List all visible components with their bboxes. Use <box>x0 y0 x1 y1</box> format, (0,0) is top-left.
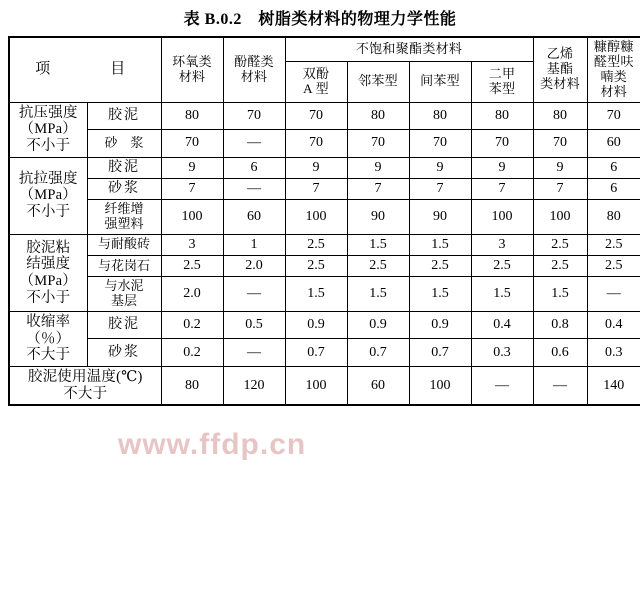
cell-value: 9 <box>285 157 347 178</box>
row-group-service-temperature: 胶泥使用温度(℃) 不大于 <box>9 366 161 405</box>
table-row <box>9 199 640 234</box>
row-sub-label: 纤维增 强塑料 <box>87 199 161 234</box>
cell-value: 0.7 <box>347 339 409 367</box>
page-title: 表 B.0.2 树脂类材料的物理力学性能 <box>183 11 457 28</box>
cell-value: 2.5 <box>409 255 471 276</box>
cell-value: 100 <box>409 366 471 405</box>
cell-value: 1.5 <box>471 277 533 312</box>
row-sub-label: 与水泥 基层 <box>87 277 161 312</box>
cell-value: 0.2 <box>161 339 223 367</box>
cell-value: 80 <box>587 199 640 234</box>
cell-value: 1.5 <box>347 277 409 312</box>
cell-value: 0.9 <box>347 311 409 339</box>
cell-value: 0.7 <box>409 339 471 367</box>
cell-value: 100 <box>285 366 347 405</box>
cell-value: 70 <box>471 130 533 158</box>
cell-value: 90 <box>347 199 409 234</box>
cell-value: 2.5 <box>533 234 587 255</box>
cell-value: 2.5 <box>285 234 347 255</box>
cell-value: 7 <box>285 178 347 199</box>
cell-value: 80 <box>409 102 471 130</box>
cell-value: 9 <box>409 157 471 178</box>
row-group-bond-strength: 胶泥粘 结强度 （MPa） 不小于 <box>9 234 87 311</box>
table-row-last <box>9 366 640 405</box>
cell-value: 140 <box>587 366 640 405</box>
row-sub-label: 砂浆 <box>87 339 161 367</box>
cell-value: 0.6 <box>533 339 587 367</box>
table-row <box>9 102 640 130</box>
cell-value: 60 <box>223 199 285 234</box>
header-col-iso: 间苯型 <box>409 61 471 102</box>
cell-value: 80 <box>471 102 533 130</box>
row-sub-label: 胶泥 <box>87 102 161 130</box>
table-row <box>9 157 640 178</box>
cell-value: 70 <box>285 130 347 158</box>
cell-value: 0.3 <box>587 339 640 367</box>
table-row <box>9 130 640 158</box>
cell-value: 1.5 <box>409 277 471 312</box>
header-col-bisphenol-a: 双酚 A 型 <box>285 61 347 102</box>
cell-value: 70 <box>161 130 223 158</box>
cell-value: 0.3 <box>471 339 533 367</box>
cell-value: 1.5 <box>285 277 347 312</box>
cell-value: 7 <box>347 178 409 199</box>
cell-value: 100 <box>533 199 587 234</box>
cell-value: 80 <box>533 102 587 130</box>
cell-value: 2.5 <box>285 255 347 276</box>
cell-value: — <box>223 178 285 199</box>
header-col-ortho: 邻苯型 <box>347 61 409 102</box>
cell-value: 0.4 <box>587 311 640 339</box>
cell-value: 120 <box>223 366 285 405</box>
row-sub-label: 砂 浆 <box>87 130 161 158</box>
cell-value: 1.5 <box>347 234 409 255</box>
table-row <box>9 277 640 312</box>
table-row <box>9 255 640 276</box>
table-row <box>9 178 640 199</box>
row-sub-label: 与耐酸砖 <box>87 234 161 255</box>
cell-value: 0.5 <box>223 311 285 339</box>
cell-value: 6 <box>587 178 640 199</box>
cell-value: 70 <box>533 130 587 158</box>
row-sub-label: 与花岗石 <box>87 255 161 276</box>
cell-value: 0.9 <box>285 311 347 339</box>
cell-value: 0.7 <box>285 339 347 367</box>
cell-value: 70 <box>285 102 347 130</box>
cell-value: 1.5 <box>409 234 471 255</box>
row-sub-label: 胶泥 <box>87 311 161 339</box>
cell-value: 6 <box>223 157 285 178</box>
header-col-furfuryl: 糠醇糠 醛型呋 喃类 材料 <box>587 37 640 102</box>
cell-value: 100 <box>285 199 347 234</box>
cell-value: — <box>223 130 285 158</box>
cell-value: 70 <box>409 130 471 158</box>
cell-value: 60 <box>347 366 409 405</box>
cell-value: 2.5 <box>587 255 640 276</box>
row-sub-label: 胶泥 <box>87 157 161 178</box>
header-col-epoxy: 环氧类 材料 <box>161 37 223 102</box>
cell-value: 7 <box>161 178 223 199</box>
cell-value: 1 <box>223 234 285 255</box>
cell-value: 9 <box>347 157 409 178</box>
table-row <box>9 311 640 339</box>
cell-value: 7 <box>471 178 533 199</box>
cell-value: 90 <box>409 199 471 234</box>
table-row <box>9 234 640 255</box>
cell-value: 3 <box>471 234 533 255</box>
table-header-row-1 <box>9 37 640 61</box>
cell-value: — <box>533 366 587 405</box>
cell-value: — <box>223 277 285 312</box>
row-sub-label: 砂浆 <box>87 178 161 199</box>
cell-value: 80 <box>161 366 223 405</box>
cell-value: 6 <box>587 157 640 178</box>
cell-value: 9 <box>161 157 223 178</box>
watermark: www.ffdp.cn <box>118 428 307 461</box>
cell-value: 0.2 <box>161 311 223 339</box>
cell-value: — <box>587 277 640 312</box>
cell-value: 60 <box>587 130 640 158</box>
cell-value: 70 <box>587 102 640 130</box>
cell-value: — <box>471 366 533 405</box>
cell-value: 7 <box>533 178 587 199</box>
header-col-phenolic: 酚醛类 材料 <box>223 37 285 102</box>
cell-value: 2.5 <box>161 255 223 276</box>
cell-value: 2.0 <box>161 277 223 312</box>
cell-value: 1.5 <box>533 277 587 312</box>
cell-value: 2.0 <box>223 255 285 276</box>
cell-value: 80 <box>347 102 409 130</box>
cell-value: 70 <box>347 130 409 158</box>
properties-table <box>8 36 640 406</box>
cell-value: 0.8 <box>533 311 587 339</box>
header-col-vinylester: 乙烯 基酯 类材料 <box>533 37 587 102</box>
cell-value: 2.5 <box>347 255 409 276</box>
cell-value: 80 <box>161 102 223 130</box>
cell-value: — <box>223 339 285 367</box>
cell-value: 0.9 <box>409 311 471 339</box>
cell-value: 0.4 <box>471 311 533 339</box>
cell-value: 100 <box>471 199 533 234</box>
cell-value: 70 <box>223 102 285 130</box>
row-group-tensile: 抗拉强度 （MPa） 不小于 <box>9 157 87 234</box>
row-group-compressive: 抗压强度 （MPa） 不小于 <box>9 102 87 157</box>
cell-value: 7 <box>409 178 471 199</box>
cell-value: 9 <box>533 157 587 178</box>
row-group-shrinkage: 收缩率 （％） 不大于 <box>9 311 87 366</box>
cell-value: 9 <box>471 157 533 178</box>
cell-value: 100 <box>161 199 223 234</box>
header-item-label: 项 目 <box>9 37 161 102</box>
header-col-dimethyl: 二甲 苯型 <box>471 61 533 102</box>
cell-value: 3 <box>161 234 223 255</box>
cell-value: 2.5 <box>471 255 533 276</box>
cell-value: 2.5 <box>587 234 640 255</box>
table-row <box>9 339 640 367</box>
header-group-unsaturated: 不饱和聚酯类材料 <box>285 37 533 61</box>
cell-value: 2.5 <box>533 255 587 276</box>
